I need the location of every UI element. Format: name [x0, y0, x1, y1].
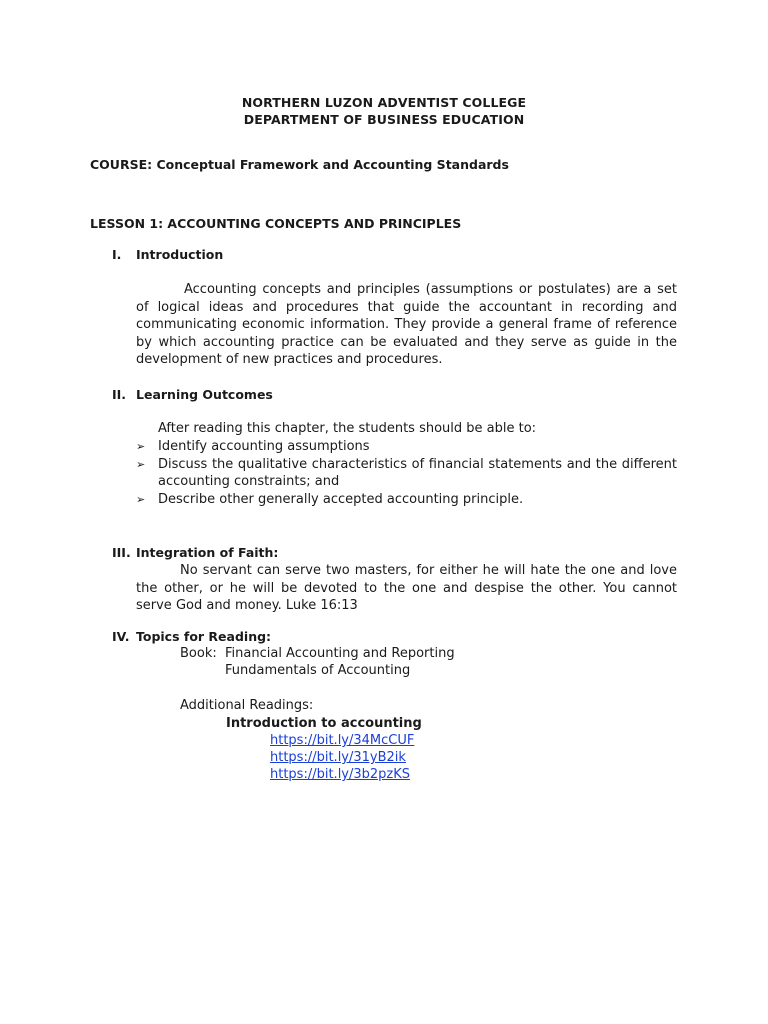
institution-title: NORTHERN LUZON ADVENTIST COLLEGE [241, 95, 527, 110]
book-label: Book: [180, 646, 217, 661]
reading-title: Introduction to accounting [226, 716, 422, 731]
outcomes-lead: After reading this chapter, the students should be able to: [158, 421, 537, 436]
section-title-intro: Introduction [136, 247, 224, 262]
book-item: Financial Accounting and Reporting [225, 646, 455, 661]
list-item: ➢ Describe other generally accepted accounting principle. [136, 491, 524, 507]
section-title-outcomes: Learning Outcomes [136, 387, 273, 402]
department-title: DEPARTMENT OF BUSINESS EDUCATION [243, 112, 525, 127]
reading-link-3[interactable]: https://bit.ly/3b2pzKS [270, 767, 411, 782]
lesson-heading: LESSON 1: ACCOUNTING CONCEPTS AND PRINCIPLES [90, 216, 462, 231]
section-number-outcomes: II. [112, 387, 127, 402]
faith-paragraph [136, 562, 677, 615]
reading-link-1[interactable]: https://bit.ly/34McCUF [270, 733, 415, 748]
section-number-intro: I. [112, 247, 122, 262]
arrow-bullet-icon: ➢ [136, 440, 146, 453]
faith-text: No servant can serve two masters, for either he will hate the one and love the other, or he will be devoted to the one and despise the other. You cannot serve God and money. Luke 16:13 [136, 563, 677, 613]
list-item: ➢ Discuss the qualitative characteristics of financial statements and the different accounting constraints; and [136, 456, 677, 489]
additional-readings-label: Additional Readings: [180, 698, 314, 713]
course-heading: COURSE: Conceptual Framework and Accounting Standards [90, 157, 509, 172]
reading-link-2[interactable]: https://bit.ly/31yB2ik [270, 750, 406, 765]
section-title-topics: Topics for Reading: [136, 629, 272, 644]
outcomes-list [136, 438, 677, 508]
book-item: Fundamentals of Accounting [225, 663, 411, 678]
intro-text: Accounting concepts and principles (assumptions or postulates) are a set of logical ideas and procedures that guide the accountant in recording and communicating economic information. They provide a general frame of reference by which accounting practice can be evaluated and they serve as guide in the development of new practices and procedures. [136, 282, 677, 367]
intro-paragraph [136, 281, 677, 369]
section-number-topics: IV. [112, 629, 130, 644]
section-number-faith: III. [112, 545, 131, 560]
arrow-bullet-icon: ➢ [136, 457, 146, 471]
list-item: ➢ Identify accounting assumptions [136, 439, 370, 454]
arrow-bullet-icon: ➢ [136, 492, 146, 506]
section-title-faith: Integration of Faith: [136, 545, 279, 560]
